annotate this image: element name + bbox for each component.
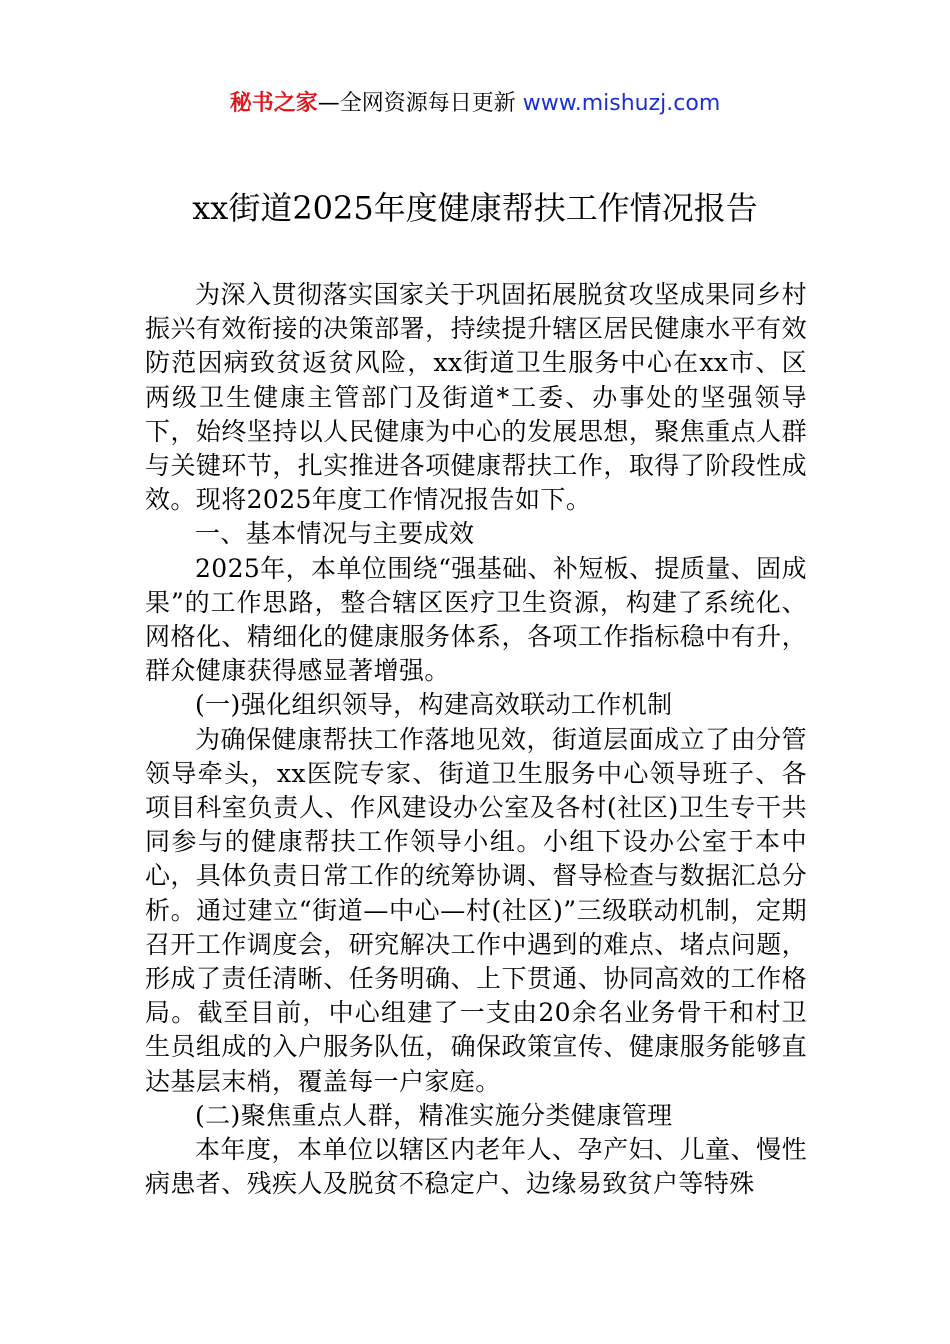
paragraph-organization: 为确保健康帮扶工作落地见效，街道层面成立了由分管领导牵头，xx医院专家、街道卫生服务中心领导班子、各项目科室负责人、作风建设办公室及各村(社区)卫生专干共同参与的健康帮扶工作领导小组。小组下设办公室于本中心，具体负责日常工作的统筹协调、督导检查与数据汇总分析。通过建立“街道—中心—村(社区)”三级联动机制，定期召开工作调度会，研究解决工作中遇到的难点、堵点问题，形成了责任清晰、任务明确、上下贯通、协同高效的工作格局。截至目前，中心组建了一支由20余名业务骨干和村卫生员组成的入户服务队伍，确保政策宣传、健康服务能够直达基层末梢，覆盖每一户家庭。 — [145, 724, 807, 1096]
subsection-heading-2: (二)聚焦重点人群，精准实施分类健康管理 — [195, 1100, 673, 1130]
site-brand: 秘书之家 — [229, 91, 318, 116]
document-body — [145, 278, 807, 1201]
paragraph-key-groups: 本年度，本单位以辖区内老年人、孕产妇、儿童、慢性病患者、残疾人及脱贫不稳定户、边缘易致贫户等特殊 — [145, 1135, 807, 1199]
site-tagline: —全网资源每日更新 — [317, 91, 523, 116]
paragraph-intro: 为深入贯彻落实国家关于巩固拓展脱贫攻坚成果同乡村振兴有效衔接的决策部署，持续提升辖区居民健康水平有效防范因病致贫返贫风险，xx街道卫生服务中心在xx市、区两级卫生健康主管部门及街道*工委、办事处的坚强领导下，始终坚持以人民健康为中心的发展思想，聚焦重点人群与关键环节，扎实推进各项健康帮扶工作，取得了阶段性成效。现将2025年度工作情况报告如下。 — [145, 280, 807, 515]
paragraph-overview: 2025年，本单位围绕“强基础、补短板、提质量、固成果”的工作思路，整合辖区医疗卫生资源，构建了系统化、网格化、精细化的健康服务体系，各项工作指标稳中有升，群众健康获得感显著增强。 — [145, 553, 807, 686]
section-heading-1: 一、基本情况与主要成效 — [195, 519, 475, 549]
subsection-heading-1: (一)强化组织领导，构建高效联动工作机制 — [195, 690, 673, 720]
document-title: xx街道2025年度健康帮扶工作情况报告 — [192, 189, 758, 227]
site-header — [0, 88, 950, 120]
site-url-link[interactable]: www.mishuzj.com — [522, 91, 721, 116]
